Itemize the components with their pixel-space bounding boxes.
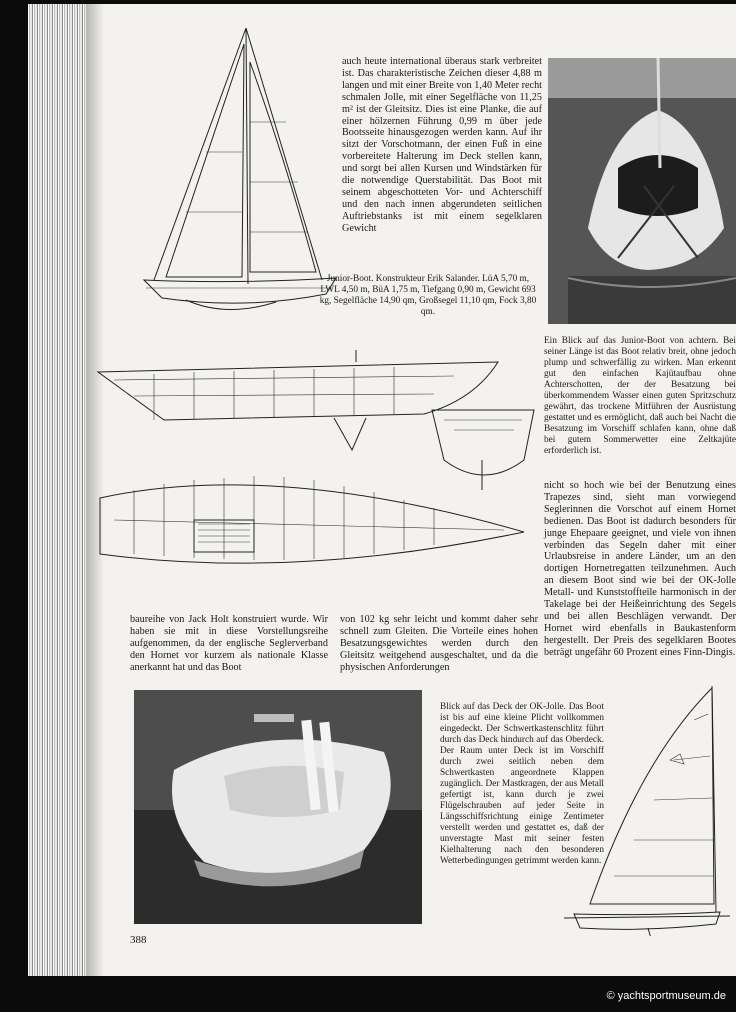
article-text-middle: von 102 kg sehr leicht und kommt daher sehr schnell zum Gleiten. Die Vorteile eines hohen Besatzungsgewichtes werden durch den Gleitsitz weitgehend ausgeschaltet, und da die physischen Anforderungen	[340, 614, 538, 673]
junior-sail-plan-drawing	[126, 22, 342, 322]
caption-junior-photo: Ein Blick auf das Junior-Boot von achtern. Bei seiner Länge ist das Boot relativ breit, ohne jedoch plump und schwerfällig zu wirken. Man erkennt gut den einfachen Kajütaufbau ohne Achterschotten, der der Besatzung bei überkommendem Wasser einen guten Spritzschutz gewährt, das trockene Mitführen der Ausrüstung gestattet und es ermöglicht, daß auch bei Nacht die Besatzung im Vorschiff schlafen kann, ohne daß bei gutem Sommerwetter eine Zeltkajüte erforderlich ist.	[544, 336, 736, 456]
ok-jolle-deck-photo	[134, 690, 422, 924]
book-binding	[28, 4, 86, 976]
article-text-top: auch heute international überaus stark verbreitet ist. Das charakteristische Zeichen dieser 4,88 m langen und mit einer Breite von 1,40 Meter recht schmalen Jolle, mit einer Segelfläche von 11,25 m² ist der Gleitsitz. Dies ist eine Planke, die auf einer hölzernen Führung 0,99 m über jede Bootsseite hinausgezogen werden kann. Auf ihr sitzt der Vorschotmann, der einen Fuß in eine vorbereitete Halterung im Deck stellen kann, und sorgt bei allen Kursen und Windstärken für die notwendige Querstabilität. Das Boot mit seinem abgeschotteten Vor- und Achterschiff und den nach innen abgerundeten seitlichen Auftriebstanks ist mit einem segelklaren Gewicht	[342, 56, 542, 234]
caption-ok-jolle: Blick auf das Deck der OK-Jolle. Das Boot ist bis auf eine kleine Plicht vollkommen eingedeckt. Der Schwertkastenschlitz führt durch das Deck hindurch auf das Oberdeck. Der Raum unter Deck ist im Vorschiff durch zwei seitlich neben dem Schwertkasten angeordnete Klappen zugänglich. Der Mastkragen, der aus Metall gefertigt ist, kann durch je zwei Flügelschrauben auf jeder Seite in Längsschiffsrichtung einige Zentimeter verstellt werden und gestattet es, daß der unverstagte Mast mit seiner festen Kielhalterung nach den besonderen Wetterbedingungen getrimmt werden kann.	[440, 702, 604, 866]
copyright-credit: © yachtsportmuseum.de	[606, 990, 726, 1002]
junior-boat-stern-photo	[548, 58, 736, 324]
article-text-left: baureihe von Jack Holt konstruiert wurde. Wir haben sie mit in diese Vorstellungsreihe aufgenommen, da der englische Seglerverband den Hornet vor kurzem als nationale Klasse anerkannt hat und das Boot	[130, 614, 328, 673]
magazine-page	[28, 4, 736, 976]
article-text-right: nicht so hoch wie bei der Benutzung eines Trapezes sind, sieht man vorwiegend Seglerinnen die Vorschot auf einem Hornet bedienen. Das Boot ist dadurch besonders für junge Ehepaare geeignet, und viele von ihnen verbinden das Segeln daher mit einer Urlaubsreise in andere Länder, um an den dortigen Hornetregatten teilzunehmen. Auch an diesem Boot sind wie bei der OK-Jolle Metall- und Kunststoffteile harmonisch in der Takelage bei der Heißeinrichtung des Segels und bei allen Beschlägen verwandt. Der Hornet wird ebenfalls in Baukastenform hergestellt. Der Preis des segelklaren Bootes beträgt ungefähr 60 Prozent eines Finn-Dingis.	[544, 480, 736, 658]
page-number: 388	[130, 934, 147, 946]
hornet-construction-plans	[94, 340, 544, 610]
caption-junior-specs: Junior-Boot. Konstrukteur Erik Salander. LüA 5,70 m, LWL 4,50 m, BüA 1,75 m, Tiefgang 0,90 m, Gewicht 693 kg, Segelfläche 14,90 qm, Großsegel 11,10 qm, Fock 3,80 qm.	[319, 274, 537, 317]
